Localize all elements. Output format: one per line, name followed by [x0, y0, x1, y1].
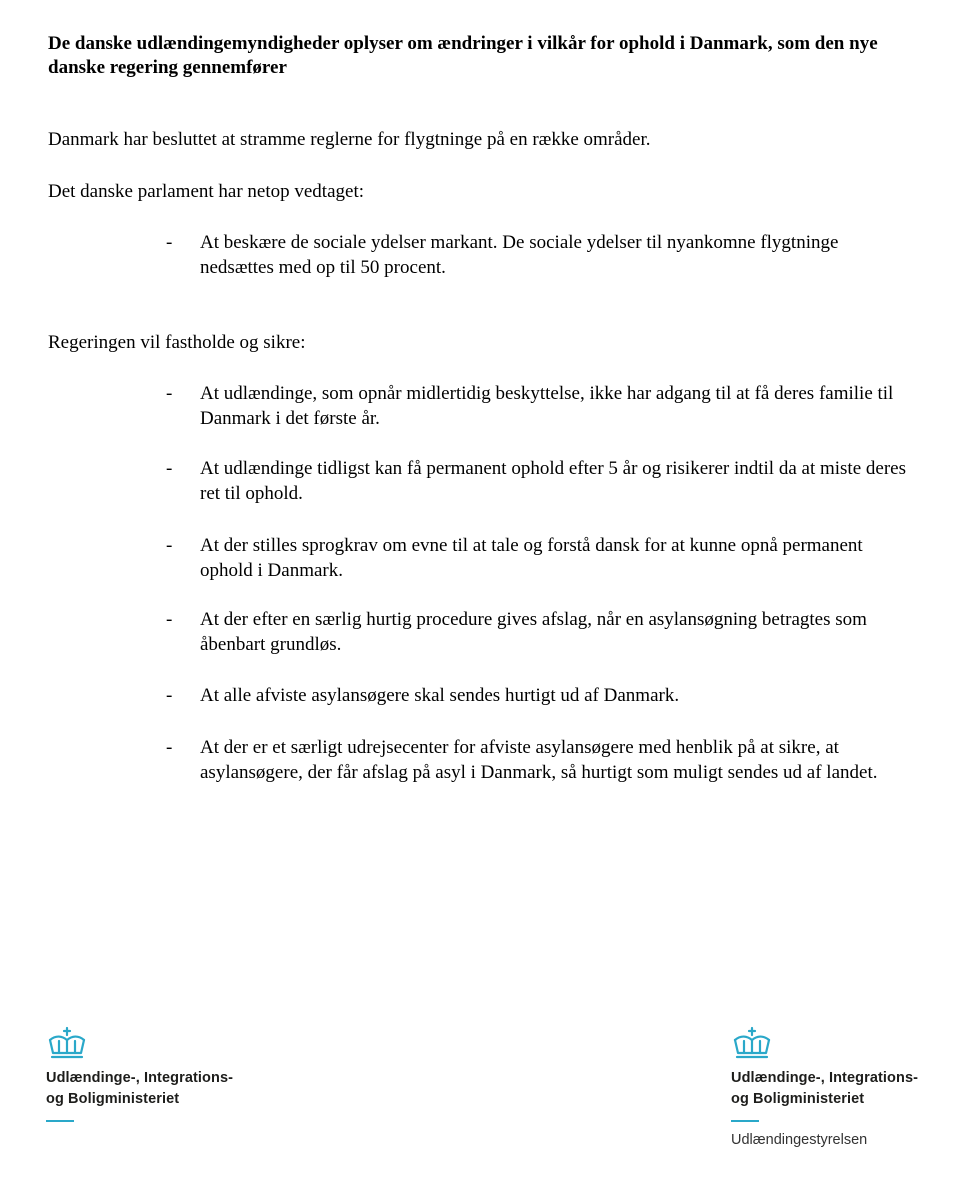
accent-rule [46, 1120, 74, 1122]
accent-rule [731, 1120, 759, 1122]
list-item-text: At udlændinge tidligst kan få permanent ophold efter 5 år og risikerer indtil da at miste deres ret til ophold. [200, 458, 906, 504]
ministry-name-line: Udlændinge-, Integrations- [46, 1070, 234, 1086]
ministry-name [46, 1068, 233, 1110]
crown-icon [731, 1026, 773, 1060]
list-item-text: At beskære de sociale ydelser markant. De sociale ydelser til nyankomne flygtninge nedsættes med op til 50 procent. [200, 232, 839, 278]
ministry-name-line: og Boligministeriet [46, 1091, 180, 1107]
intro-paragraph: Danmark har besluttet at stramme reglerne for flygtninge på en række områder. [48, 129, 651, 150]
government-list-item [166, 456, 906, 506]
document-title: De danske udlændingemyndigheder oplyser om ændringer i vilkår for ophold i Danmark, som den nye danske regering gennemfører [48, 33, 878, 78]
government-list-item [166, 381, 906, 431]
government-list-item [166, 607, 906, 657]
list-item-text: At der stilles sprogkrav om evne til at tale og forstå dansk for at kunne opnå permanent ophold i Danmark. [200, 535, 863, 581]
list-item-text: At alle afviste asylansøgere skal sendes hurtigt ud af Danmark. [200, 685, 680, 706]
bullet-dash: - [166, 458, 173, 479]
crown-icon [46, 1026, 88, 1060]
government-list-item [166, 735, 906, 785]
list-item-text: At der er et særligt udrejsecenter for afviste asylansøgere med henblik på at sikre, at asylansøgere, der får afslag på asyl i Danmark, så hurtigt som muligt sendes ud af landet. [200, 737, 878, 783]
list-item-text: At der efter en særlig hurtig procedure gives afslag, når en asylansøgning betragtes som åbenbart grundløs. [200, 609, 867, 655]
bullet-dash: - [166, 609, 173, 630]
list-item-text: At udlændinge, som opnår midlertidig beskyttelse, ikke har adgang til at få deres familie til Danmark i det første år. [200, 383, 894, 429]
ministry-name-line: Udlændinge-, Integrations- [731, 1070, 919, 1086]
parliament-heading: Det danske parlament har netop vedtaget: [48, 181, 365, 202]
bullet-dash: - [166, 737, 173, 758]
parliament-list-item [166, 230, 906, 280]
ministry-logo-left [46, 1026, 233, 1122]
bullet-dash: - [166, 232, 173, 253]
ministry-logo-right [731, 1026, 918, 1150]
ministry-name [731, 1068, 918, 1110]
government-list-item [166, 683, 906, 708]
agency-name: Udlændingestyrelsen [731, 1132, 868, 1148]
bullet-dash: - [166, 383, 173, 404]
government-heading: Regeringen vil fastholde og sikre: [48, 332, 306, 353]
bullet-dash: - [166, 535, 173, 556]
ministry-name-line: og Boligministeriet [731, 1091, 865, 1107]
bullet-dash: - [166, 685, 173, 706]
government-list-item [166, 533, 906, 583]
